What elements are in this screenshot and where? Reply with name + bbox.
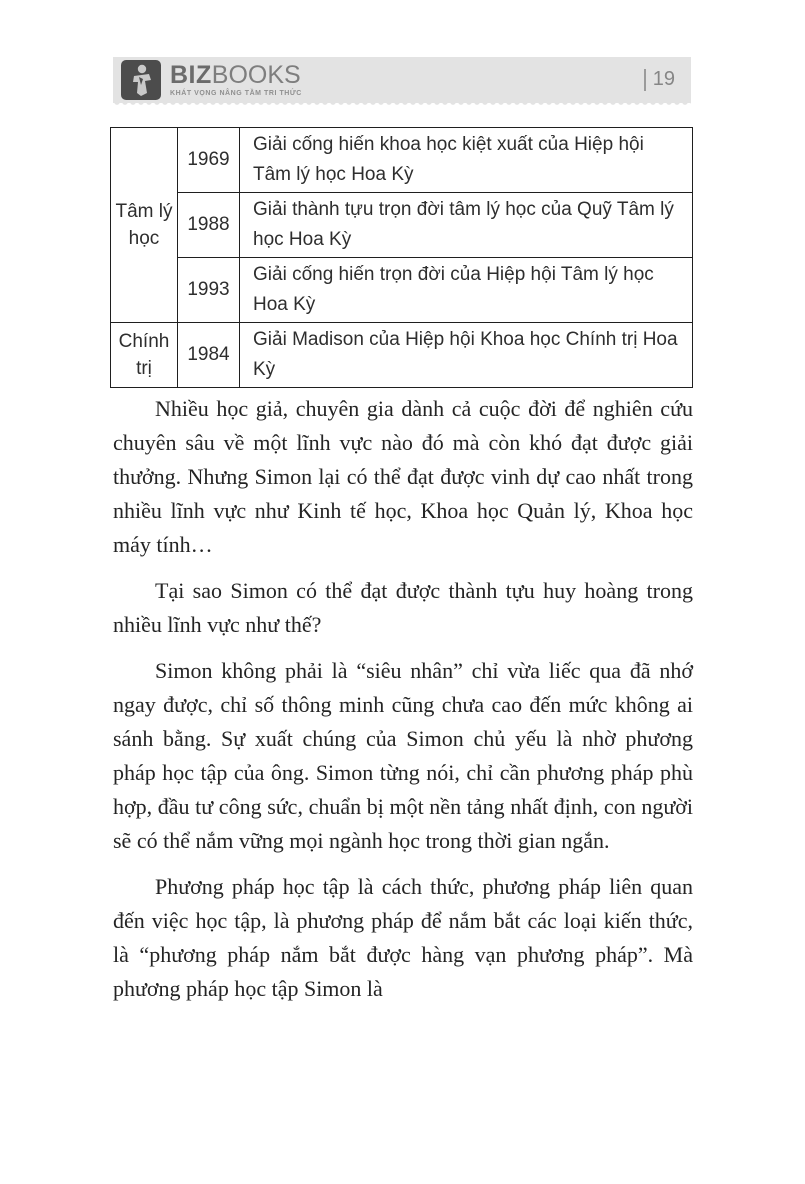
brand-light: BOOKS	[211, 61, 301, 89]
body-text	[113, 392, 693, 1018]
year-cell: 1969	[178, 128, 240, 193]
brand-block	[170, 62, 302, 97]
year-cell: 1988	[178, 193, 240, 258]
page-number-value: 19	[652, 68, 675, 90]
paragraph: Tại sao Simon có thể đạt được thành tựu huy hoàng trong nhiều lĩnh vực như thế?	[113, 578, 693, 637]
award-cell: Giải cống hiến trọn đời của Hiệp hội Tâm lý học Hoa Kỳ	[240, 258, 693, 323]
bizbooks-logo-icon	[121, 60, 161, 100]
award-cell: Giải thành tựu trọn đời tâm lý học của Quỹ Tâm lý học Hoa Kỳ	[240, 193, 693, 258]
table-row	[111, 128, 693, 193]
award-cell: Giải Madison của Hiệp hội Khoa học Chính trị Hoa Kỳ	[240, 323, 693, 388]
brand-tagline: KHÁT VỌNG NÂNG TẦM TRI THỨC	[170, 90, 302, 97]
bizbooks-figure-icon	[125, 63, 157, 97]
paragraph: Phương pháp học tập là cách thức, phương pháp liên quan đến việc học tập, là phương pháp để nắm bắt các loại kiến thức, là “phương pháp nắm bắt được hàng vạn phương pháp”. Mà phương pháp học tập Simon là	[113, 874, 693, 1001]
paragraph: Simon không phải là “siêu nhân” chỉ vừa liếc qua đã nhớ ngay được, chỉ số thông minh cũng chưa cao đến mức không ai sánh bằng. Sự xuất chúng của Simon chủ yếu là nhờ phương pháp học tập của ông. Simon từng nói, chỉ cần phương pháp phù hợp, đầu tư công sức, chuẩn bị một nền tảng nhất định, con người sẽ có thể nắm vững mọi ngành học trong thời gian ngắn.	[113, 658, 693, 853]
year-cell: 1993	[178, 258, 240, 323]
category-cell: Chính trị	[111, 323, 178, 388]
award-cell: Giải cống hiến khoa học kiệt xuất của Hiệp hội Tâm lý học Hoa Kỳ	[240, 128, 693, 193]
paragraph: Nhiều học giả, chuyên gia dành cả cuộc đời để nghiên cứu chuyên sâu về một lĩnh vực nào đó mà còn khó đạt được giải thưởng. Nhưng Simon lại có thể đạt được vinh dự cao nhất trong nhiều lĩnh vực như Kinh tế học, Khoa học Quản lý, Khoa học máy tính…	[113, 396, 693, 557]
header-band	[113, 57, 691, 103]
brand-wordmark	[170, 62, 302, 88]
awards-table	[110, 127, 693, 388]
page-number	[644, 68, 675, 91]
table-row	[111, 323, 693, 388]
category-cell: Tâm lý học	[111, 128, 178, 323]
brand-bold: BIZ	[170, 61, 212, 89]
page-number-separator	[644, 69, 646, 91]
table-row	[111, 193, 693, 258]
table-row	[111, 258, 693, 323]
year-cell: 1984	[178, 323, 240, 388]
